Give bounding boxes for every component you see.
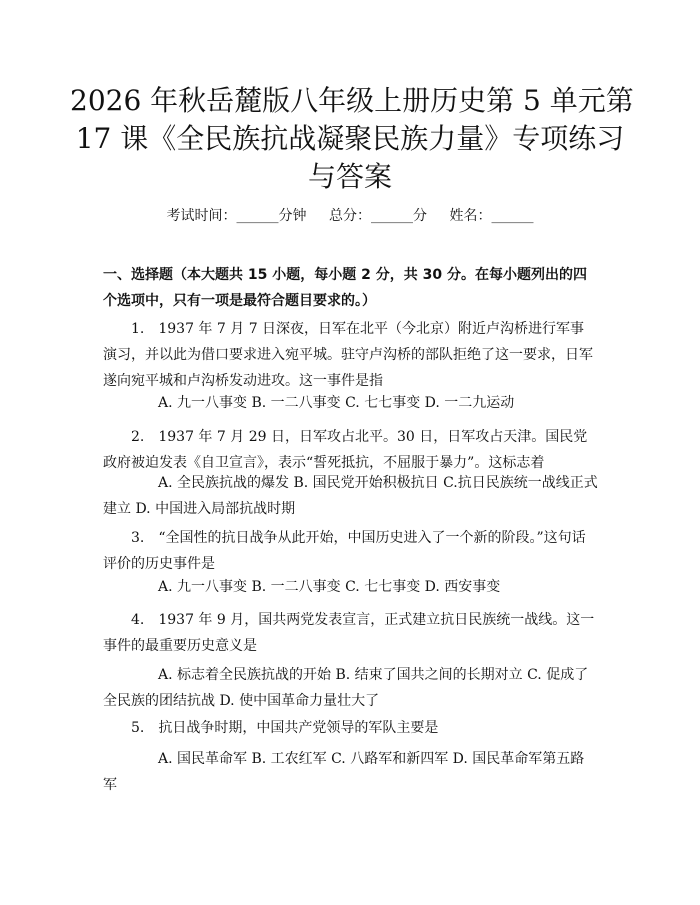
question-1-options: A. 九一八事变 B. 一二八事变 C. 七七事变 D. 一二九运动 [158,395,515,411]
exam-time-field: 考试时间：______分钟 [166,208,307,224]
question-3-options: A. 九一八事变 B. 一二八事变 C. 七七事变 D. 西安事变 [158,579,501,595]
question-2-stem: 2. 1937 年 7 月 29 日，日军攻占北平。30 日，日军攻占天津。国民党政府被迫发表《自卫宣言》，表示“誓死抵抗，不屈服于暴力”。这标志着 [103,429,588,471]
name-field: 姓名：______ [449,208,534,224]
question-3-stem: 3. “全国性的抗日战争从此开始，中国历史进入了一个新的阶段。”这句话评价的历史事件是 [103,530,586,572]
question-4-stem: 4. 1937 年 9 月，国共两党发表宣言，正式建立抗日民族统一战线。这一事件的最重要历史意义是 [103,612,595,654]
document-title [70,82,634,196]
question-5-options: A. 国民革命军 B. 工农红军 C. 八路军和新四军 D. 国民革命军第五路军 [103,751,585,793]
total-score-field: 总分：______分 [329,208,427,224]
exam-info-line [0,205,700,225]
question-4-options: A. 标志着全民族抗战的开始 B. 结束了国共之间的长期对立 C. 促成了全民族的团结抗战 D. 使中国革命力量壮大了 [103,667,589,709]
title-line-3: 与答案 [307,160,392,193]
section-heading: 一、选择题（本大题共 15 小题，每小题 2 分，共 30 分。在每小题列出的四个选项中，只有一项是最符合题目要求的。） [103,267,587,309]
title-line-2: 17 课《全民族抗战凝聚民族力量》专项练习 [75,122,625,155]
question-1-stem: 1. 1937 年 7 月 7 日深夜，日军在北平（今北京）附近卢沟桥进行军事演习，并以此为借口要求进入宛平城。驻守卢沟桥的部队拒绝了这一要求，日军遂向宛平城和卢沟桥发动进攻。这一事件是指 [103,321,593,389]
question-5-stem: 5. 抗日战争时期，中国共产党领导的军队主要是 [131,720,439,736]
question-2-options: A. 全民族抗战的爆发 B. 国民党开始积极抗日 C.抗日民族统一战线正式建立 D. 中国进入局部抗战时期 [103,475,598,517]
title-line-1: 2026 年秋岳麓版八年级上册历史第 5 单元第 [70,84,634,117]
